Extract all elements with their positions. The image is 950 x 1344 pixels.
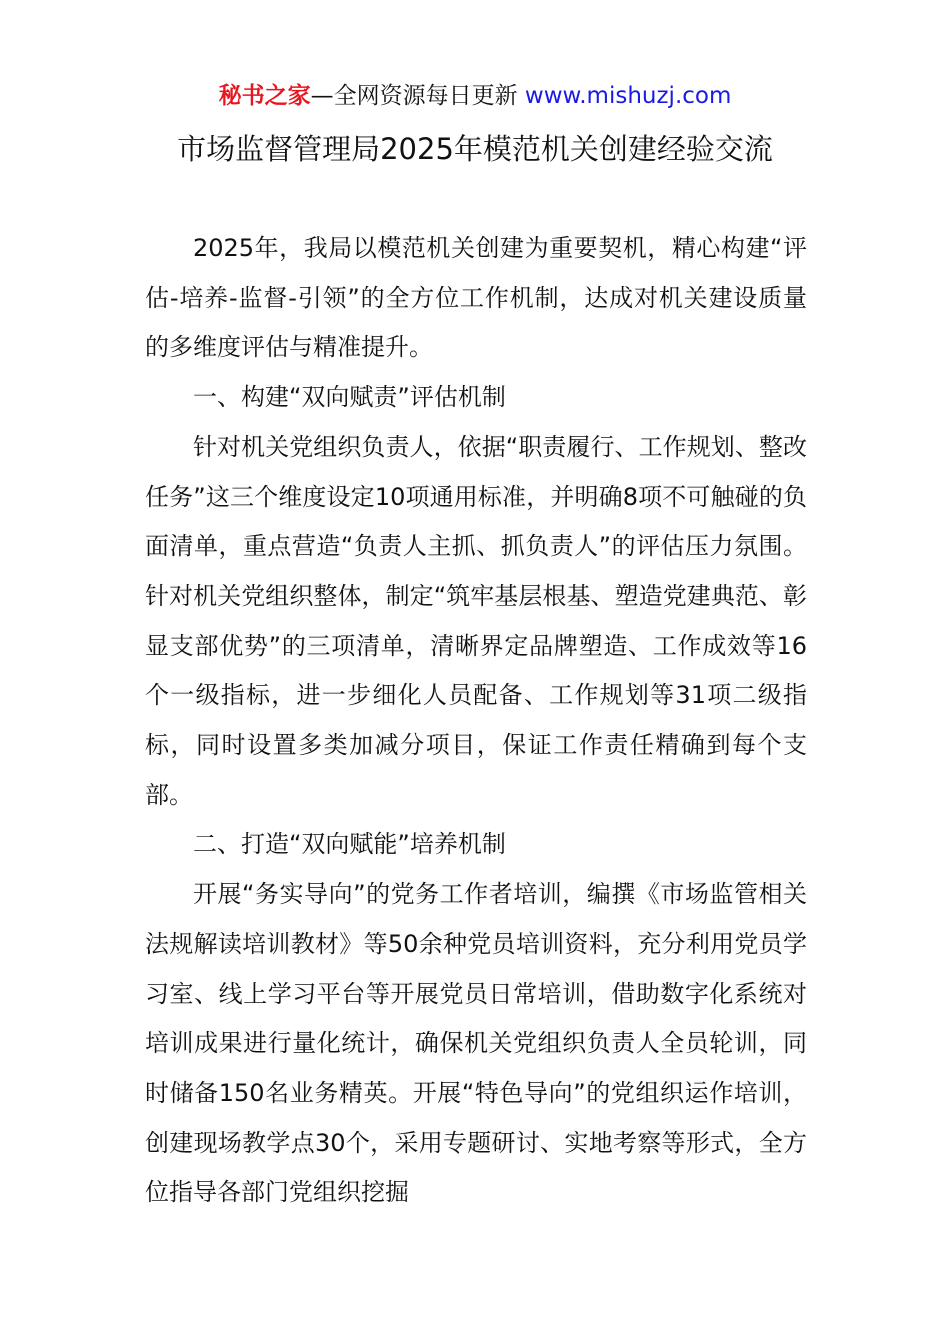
document-title: 市场监督管理局2025年模范机关创建经验交流 bbox=[177, 132, 773, 166]
section-1-heading: 一、构建“双向赋责”评估机制 bbox=[193, 383, 506, 412]
site-url-link[interactable]: www.mishuzj.com bbox=[524, 83, 732, 109]
section-2-heading: 二、打造“双向赋能”培养机制 bbox=[193, 830, 506, 859]
document-body bbox=[145, 224, 807, 1218]
intro-paragraph: 2025年，我局以模范机关创建为重要契机，精心构建“评估-培养-监督-引领”的全方位工作机制，达成对机关建设质量的多维度评估与精准提升。 bbox=[145, 234, 807, 362]
site-header bbox=[0, 80, 950, 112]
section-2-paragraph: 开展“务实导向”的党务工作者培训，编撰《市场监管相关法规解读培训教材》等50余种党员培训资料，充分利用党员学习室、线上学习平台等开展党员日常培训，借助数字化系统对培训成果进行量化统计，确保机关党组织负责人全员轮训，同时储备150名业务精英。开展“特色导向”的党组织运作培训，创建现场教学点30个，采用专题研讨、实地考察等形式，全方位指导各部门党组织挖掘 bbox=[145, 880, 807, 1207]
site-tagline: —全网资源每日更新 bbox=[310, 83, 518, 109]
site-name: 秘书之家 bbox=[218, 83, 311, 109]
section-1-paragraph: 针对机关党组织负责人，依据“职责履行、工作规划、整改任务”这三个维度设定10项通用标准，并明确8项不可触碰的负面清单，重点营造“负责人主抓、抓负责人”的评估压力氛围。针对机关党组织整体，制定“筑牢基层根基、塑造党建典范、彰显支部优势”的三项清单，清晰界定品牌塑造、工作成效等16个一级指标，进一步细化人员配备、工作规划等31项二级指标，同时设置多类加减分项目，保证工作责任精确到每个支部。 bbox=[145, 432, 807, 809]
